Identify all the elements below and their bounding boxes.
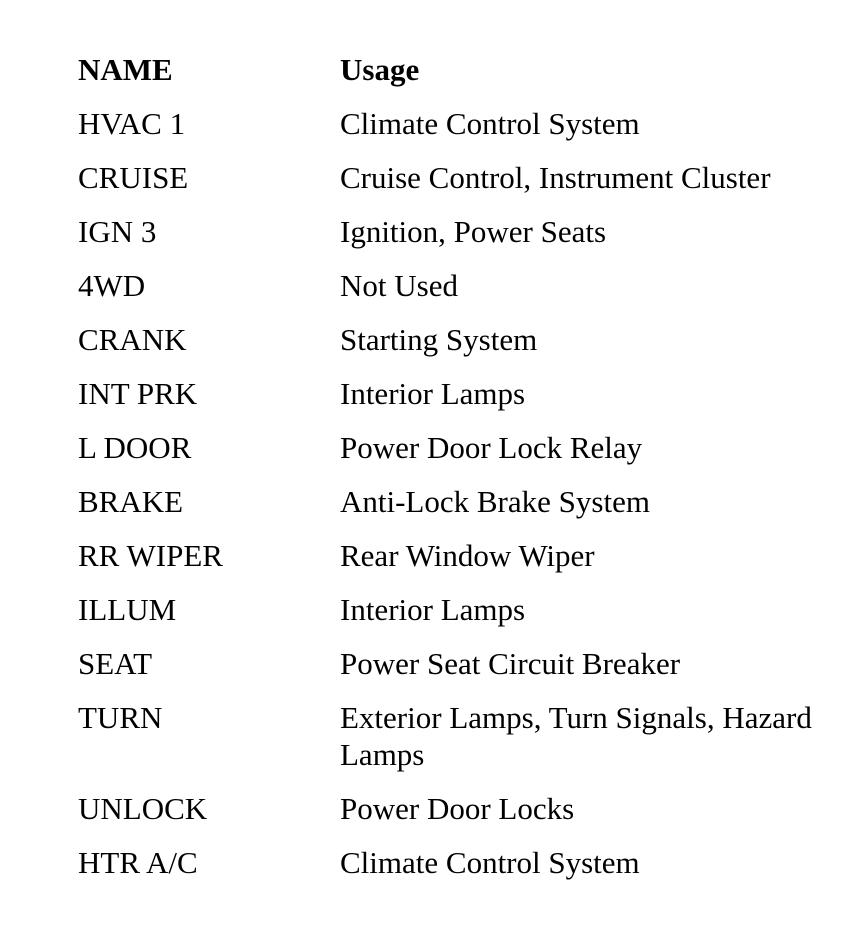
fuse-name-cell: 4WD (78, 268, 146, 303)
fuse-name-cell: BRAKE (78, 484, 184, 519)
table-row (78, 375, 820, 429)
table-row (78, 537, 820, 591)
table-row (78, 591, 820, 645)
fuse-usage-cell: Cruise Control, Instrument Cluster (340, 160, 771, 195)
table-row (78, 645, 820, 699)
header-row (78, 51, 820, 105)
fuse-usage-cell: Power Door Locks (340, 791, 575, 826)
fuse-usage-cell: Not Used (340, 268, 458, 303)
table-row (78, 105, 820, 159)
table-row (78, 790, 820, 844)
fuse-usage-table (78, 51, 820, 898)
fuse-name-cell: SEAT (78, 646, 153, 681)
fuse-usage-cell: Interior Lamps (340, 376, 526, 411)
fuse-name-cell: TURN (78, 700, 163, 735)
fuse-usage-cell: Interior Lamps (340, 592, 526, 627)
fuse-name-cell: ILLUM (78, 592, 177, 627)
fuse-usage-cell: Power Door Lock Relay (340, 430, 643, 465)
usage-column-header: Usage (340, 52, 420, 87)
fuse-usage-cell: Exterior Lamps, Turn Signals, Hazard Lamps (340, 700, 812, 772)
fuse-usage-cell: Ignition, Power Seats (340, 214, 607, 249)
fuse-usage-cell: Starting System (340, 322, 538, 357)
table-body (78, 105, 820, 898)
table-row (78, 267, 820, 321)
fuse-usage-cell: Power Seat Circuit Breaker (340, 646, 681, 681)
fuse-name-cell: CRANK (78, 322, 187, 357)
fuse-name-cell: HVAC 1 (78, 106, 186, 141)
table-row (78, 844, 820, 898)
table-row (78, 321, 820, 375)
fuse-name-cell: IGN 3 (78, 214, 157, 249)
fuse-usage-cell: Climate Control System (340, 845, 640, 880)
name-column-header: NAME (78, 52, 173, 87)
fuse-name-cell: HTR A/C (78, 845, 198, 880)
fuse-name-cell: L DOOR (78, 430, 192, 465)
fuse-usage-cell: Rear Window Wiper (340, 538, 595, 573)
fuse-name-cell: CRUISE (78, 160, 189, 195)
fuse-name-cell: INT PRK (78, 376, 198, 411)
table-row (78, 213, 820, 267)
table-header (78, 51, 820, 105)
fuse-usage-cell: Climate Control System (340, 106, 640, 141)
table-row (78, 483, 820, 537)
table-row (78, 429, 820, 483)
fuse-usage-cell: Anti-Lock Brake System (340, 484, 650, 519)
fuse-name-cell: RR WIPER (78, 538, 223, 573)
table-row (78, 699, 820, 790)
table-row (78, 159, 820, 213)
fuse-name-cell: UNLOCK (78, 791, 208, 826)
